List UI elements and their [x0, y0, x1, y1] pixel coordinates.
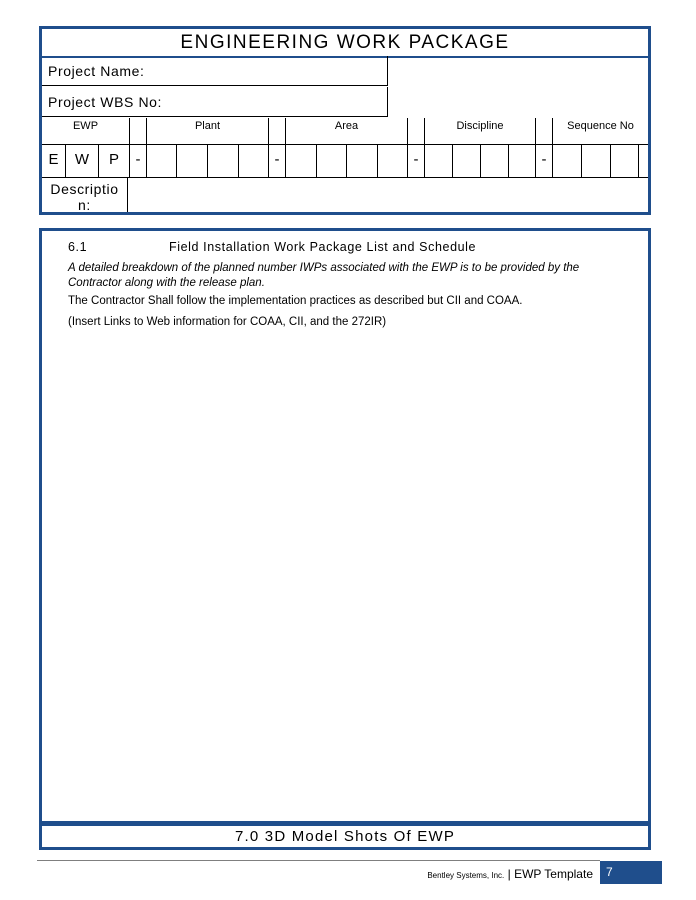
- column-header-discipline: Discipline: [425, 118, 536, 144]
- plant-code-box[interactable]: [177, 144, 208, 177]
- spacer-cell: [536, 118, 553, 144]
- section-number: 6.1: [68, 240, 88, 254]
- discipline-code-box[interactable]: [509, 144, 536, 177]
- code-letter-p: P: [99, 144, 130, 177]
- area-code-box[interactable]: [317, 144, 347, 177]
- sequence-code-box[interactable]: [553, 144, 582, 177]
- spacer-cell: [269, 118, 286, 144]
- code-dash: -: [269, 144, 286, 177]
- discipline-code-box[interactable]: [425, 144, 453, 177]
- code-letter-w: W: [66, 144, 99, 177]
- description-field[interactable]: [128, 177, 648, 212]
- description-label: Descriptio n:: [42, 177, 128, 212]
- column-header-sequence-no: Sequence No: [567, 120, 634, 132]
- plant-code-box[interactable]: [239, 144, 269, 177]
- column-header-ewp: EWP: [42, 118, 130, 144]
- form-title: ENGINEERING WORK PACKAGE: [42, 29, 648, 58]
- area-code-box[interactable]: [347, 144, 378, 177]
- description-row: [42, 177, 648, 212]
- spacer-cell: [408, 118, 425, 144]
- project-name-field[interactable]: [42, 56, 388, 86]
- code-dash: -: [536, 144, 553, 177]
- spacer-cell: [130, 118, 147, 144]
- sequence-code-box[interactable]: [639, 144, 648, 177]
- column-header-plant: Plant: [147, 118, 269, 144]
- breakdown-paragraph: A detailed breakdown of the planned number IWPs associated with the EWP is to be provided by the Contractor along with the release plan.: [68, 262, 580, 289]
- discipline-code-box[interactable]: [453, 144, 481, 177]
- code-dash: -: [408, 144, 425, 177]
- footer-divider: [37, 860, 600, 861]
- project-wbs-field[interactable]: [42, 87, 388, 117]
- area-code-box[interactable]: [286, 144, 317, 177]
- footer-document-name: EWP Template: [514, 867, 593, 881]
- next-section-bar: [39, 823, 651, 850]
- page-footer: [427, 866, 593, 884]
- plant-code-box[interactable]: [208, 144, 239, 177]
- column-header-area: Area: [286, 118, 408, 144]
- next-section-title: 7.0 3D Model Shots Of EWP: [234, 828, 456, 845]
- discipline-code-box[interactable]: [481, 144, 509, 177]
- footer-separator: |: [507, 867, 511, 881]
- plant-code-box[interactable]: [147, 144, 177, 177]
- code-letter-e: E: [42, 144, 66, 177]
- ewp-code-row: [42, 144, 648, 178]
- sequence-code-box[interactable]: [582, 144, 611, 177]
- code-dash: -: [130, 144, 147, 177]
- section-title: Field Installation Work Package List and Schedule: [169, 240, 477, 254]
- links-paragraph: (Insert Links to Web information for COAA, CII, and the 272IR): [68, 316, 387, 328]
- section-heading: [68, 240, 476, 254]
- project-wbs-label: Project WBS No:: [48, 94, 163, 110]
- area-code-box[interactable]: [378, 144, 408, 177]
- footer-company: Bentley Systems, Inc.: [427, 871, 505, 880]
- code-column-headers: [42, 118, 648, 145]
- project-name-label: Project Name:: [48, 63, 145, 79]
- practices-paragraph: The Contractor Shall follow the implementation practices as described but CII and COAA.: [68, 295, 523, 307]
- page-number: 7: [600, 861, 662, 884]
- ewp-header-form: [39, 26, 651, 215]
- sequence-code-box[interactable]: [611, 144, 639, 177]
- section-content-box: [39, 228, 651, 824]
